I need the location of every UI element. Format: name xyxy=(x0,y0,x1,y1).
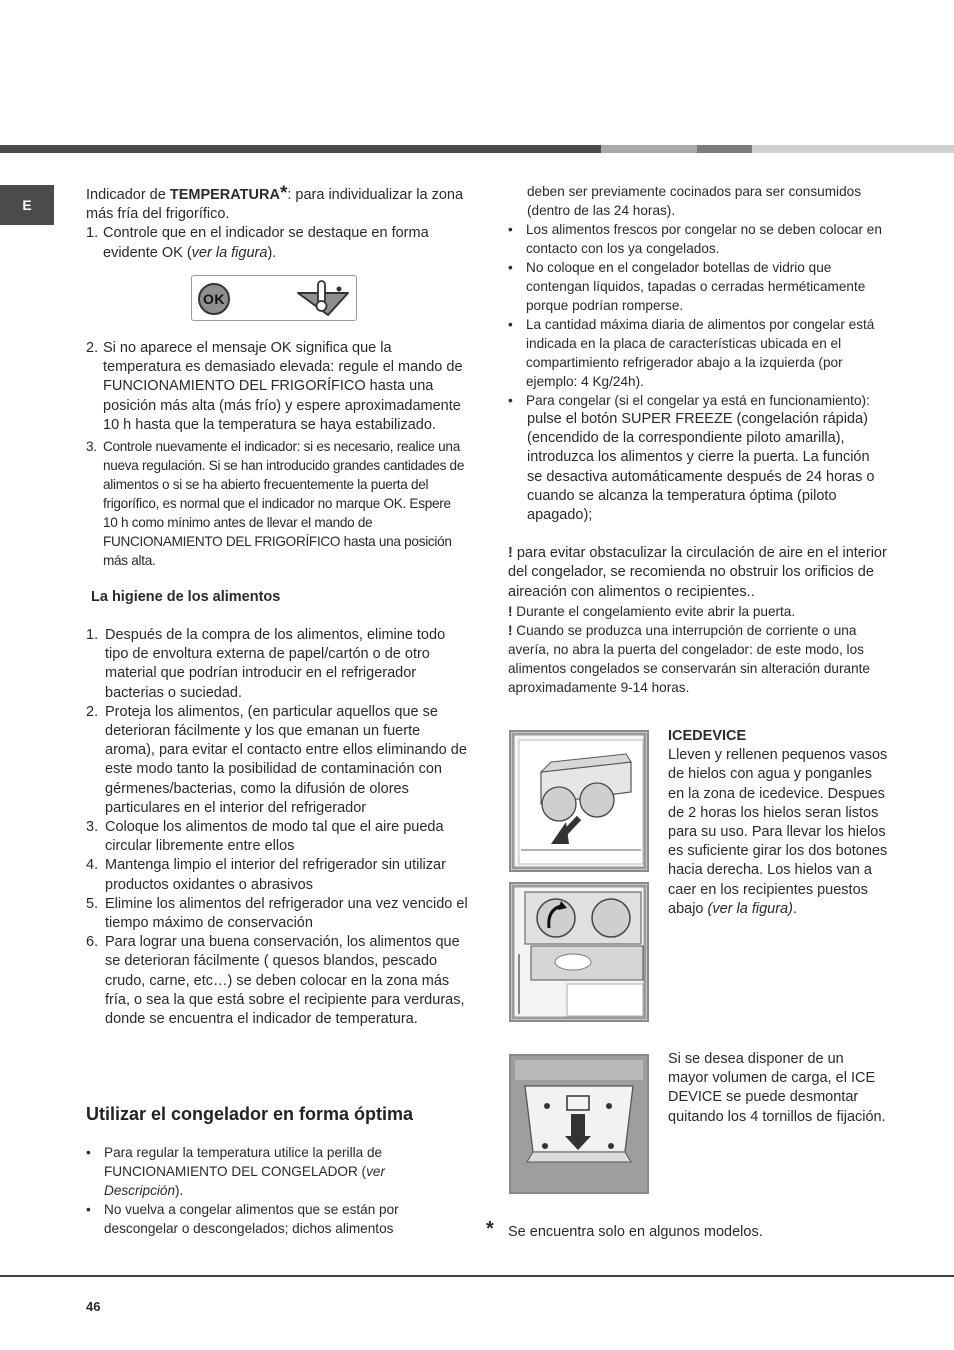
warnings xyxy=(508,544,888,697)
icedevice-figure-2 xyxy=(509,882,649,1022)
bullet1-end: ). xyxy=(175,1183,184,1198)
footer-rule xyxy=(0,1275,954,1277)
left-column xyxy=(86,184,468,263)
icedevice-knobs-illustration xyxy=(511,884,647,1020)
bullet1-text: Para regular la temperatura utilice la perilla de FUNCIONAMIENTO DEL CONGELADOR ( xyxy=(104,1145,383,1179)
thermometer-icon xyxy=(292,279,352,319)
item-number: 1. xyxy=(86,627,99,644)
warning-text: para evitar obstaculizar la circulación de aire en el interior del congelador, se recomienda no obstruir los orificios de aireación con alimentos o recipientes.. xyxy=(508,545,887,600)
bullet-text xyxy=(104,1143,436,1200)
step-text xyxy=(103,224,468,262)
bullet-dot: • xyxy=(86,1202,91,1217)
bullet-text: No vuelva a congelar alimentos que se están por descongelar o descongelados; dichos alimentos xyxy=(104,1202,399,1236)
warning-text: Cuando se produzca una interrupción de corriente o una avería, no abra la puerta del congelador: de este modo, los alimentos congelados se conservarán sin alteración durante aproximadamente 9-14 horas. xyxy=(508,622,870,695)
bullet-dot: • xyxy=(508,222,513,237)
header-bar-light xyxy=(752,145,954,153)
page-number: 46 xyxy=(86,1299,101,1314)
bullet-text: Para congelar (si el congelar ya está en funcionamiento): xyxy=(526,393,870,408)
temp-step-3 xyxy=(86,437,468,570)
temp-step-2 xyxy=(86,339,468,435)
bullet-dot: • xyxy=(508,260,513,275)
item-number: 5. xyxy=(86,895,99,912)
ok-text: OK xyxy=(203,291,225,307)
temp-label-rest: : para individualizar la zona más fría del frigorífico. xyxy=(86,187,464,223)
temp-star: * xyxy=(279,183,288,204)
freezer-heading: Utilizar el congelador en forma óptima xyxy=(86,1104,414,1124)
icedevice-figure-1 xyxy=(509,730,649,872)
header-bar-mid xyxy=(601,145,697,153)
item-text: Coloque los alimentos de modo tal que el aire pueda circular libremente entre ellos xyxy=(105,819,444,855)
bullet-item xyxy=(508,391,888,410)
icedevice-remove-text: Si se desea disponer de un mayor volumen de carga, el ICE DEVICE se puede desmontar quitando los 4 tornillos de fijación. xyxy=(668,1051,886,1125)
item-text: Después de la compra de los alimentos, elimine todo tipo de envoltura externa de papel/cartón o de otro material que podrían introducir en el refrigerador bacterias o suciedad. xyxy=(105,627,446,701)
freezer-section xyxy=(86,1104,436,1238)
language-tab xyxy=(0,185,54,225)
freezer-bullets xyxy=(86,1143,436,1238)
warning-mark: ! xyxy=(508,622,513,638)
temp-label-prefix: Indicador de xyxy=(86,187,170,203)
icedevice-screws-illustration xyxy=(511,1056,647,1192)
left-column-continued xyxy=(86,339,468,1029)
warning-3 xyxy=(508,621,888,697)
bullet-dot: • xyxy=(508,393,513,408)
step-number: 3. xyxy=(86,439,97,455)
bullet1-italic: ver Descripción xyxy=(104,1164,385,1198)
list-item xyxy=(86,856,468,894)
item-text: Para lograr una buena conservación, los alimentos que se deterioran fácilmente ( quesos blandos, pescado crudo, carne, etc…) se deben colocar en la zona más fría, o sea la que está sobre el recipiente para verduras, donde se encuentra el indicador de temperatura. xyxy=(105,934,465,1028)
ok-indicator-figure xyxy=(191,275,357,321)
step1-text: Controle que en el indicador se destaque en forma evidente OK ( xyxy=(103,225,429,261)
icedevice-body: Lleven y rellenen pequenos vasos de hielos con agua y ponganles en la zona de icedevice. Despues de 2 horas los hielos seran listos para su uso. Para llevar los hielos es suficiente girar los dos botones hacia derecha. Los hielos van a caer en los recipientes puestos abajo xyxy=(668,747,888,917)
right-column xyxy=(508,182,888,697)
item-number: 4. xyxy=(86,857,99,874)
bullet-dot: • xyxy=(86,1145,91,1160)
header-bar-dark xyxy=(0,145,601,153)
bullet-text: Los alimentos frescos por congelar no se deben colocar en contacto con los ya congelados. xyxy=(526,222,882,256)
item-text: Proteja los alimentos, (en particular aquellos que se deterioran fácilmente y los que emanan un fuerte aroma), para evitar el contacto entre ellos eliminando de este modo tanto la posibilidad de contaminación con gérmenes/bacterias, como la difusión de olores particulares en el interior del refrigerador xyxy=(105,703,467,816)
icedevice-italic: (ver la figura) xyxy=(707,900,793,917)
item-text: Mantenga limpio el interior del refrigerador sin utilizar productos oxidantes o abrasivos xyxy=(105,857,446,893)
step-text: Si no aparece el mensaje OK significa que la temperatura es demasiado elevada: regule el mando de FUNCIONAMIENTO DEL FRIGORÍFICO hasta una posición más alta (más frío) y espere aproximadamente 10 h hasta que la temperatura se haya estabilizado. xyxy=(103,340,463,433)
super-freeze-text: pulse el botón SUPER FREEZE (congelación rápida) (encendido de la correspondiente piloto amarilla), introduzca los alimentos y cierre la puerta. La función se desactiva automáticamente después de 24 horas o cuando se alcanza la temperatura óptima (piloto apagado); xyxy=(527,411,875,524)
header-bar-grey xyxy=(697,145,752,153)
icedevice-text xyxy=(668,746,888,919)
bullet-item xyxy=(86,1200,436,1238)
warning-text: Durante el congelamiento evite abrir la puerta. xyxy=(512,603,796,619)
warning-1 xyxy=(508,544,888,602)
list-item xyxy=(86,933,468,1029)
step-number: 2. xyxy=(86,340,99,356)
icedevice-remove-section xyxy=(668,1050,888,1127)
item-number: 6. xyxy=(86,934,99,951)
footnote-star: * xyxy=(486,1218,494,1240)
item-text: Elimine los alimentos del refrigerador una vez vencido el tiempo máximo de conservación xyxy=(105,895,468,932)
hygiene-list xyxy=(86,626,468,1029)
language-tab-label: E xyxy=(22,197,32,213)
hygiene-heading: La higiene de los alimentos xyxy=(91,589,281,606)
ok-badge xyxy=(198,283,230,315)
list-item xyxy=(86,895,468,933)
item-number: 3. xyxy=(86,819,99,836)
icedevice-end: . xyxy=(792,900,797,917)
warning-2 xyxy=(508,602,888,621)
step-text: Controle nuevamente el indicador: si es necesario, realice una nueva regulación. Si se han introducido grandes cantidades de alimentos o si se ha abierto frecuentemente la puerta del frigorífico, es normal que el indicador no marque OK. Espere 10 h como mínimo antes de llevar el mando de FUNCIONAMIENTO DEL FRIGORÍFICO hasta una posición más alta. xyxy=(103,439,465,569)
bullet-item xyxy=(86,1143,436,1200)
list-item xyxy=(86,703,468,818)
step-number: 1. xyxy=(86,225,99,242)
continued-text: deben ser previamente cocinados para ser consumidos (dentro de las 24 horas). xyxy=(527,184,861,218)
list-item xyxy=(86,818,468,856)
temp-step-1 xyxy=(86,224,468,262)
temperature-indicator-intro xyxy=(86,184,468,224)
icedevice-heading: ICEDEVICE xyxy=(668,728,747,744)
warning-mark: ! xyxy=(508,545,513,562)
bullet-text: No coloque en el congelador botellas de vidrio que contengan líquidos, tapadas o cerradas herméticamente porque podrían romperse. xyxy=(526,260,866,313)
list-item xyxy=(86,626,468,703)
icedevice-section xyxy=(668,727,888,919)
bullet-text: La cantidad máxima diaria de alimentos por congelar está indicada en la placa de características ubicada en el compartimiento refrigerador abajo a la izquierda (por ejemplo: 4 Kg/24h). xyxy=(526,317,875,389)
item-number: 2. xyxy=(86,703,99,720)
icedevice-figure-3 xyxy=(509,1054,649,1194)
bullet-dot: • xyxy=(508,317,513,332)
footnote-text: Se encuentra solo en algunos modelos. xyxy=(508,1224,763,1240)
bullet-item xyxy=(508,315,888,391)
warning-mark: ! xyxy=(508,603,513,619)
bullet-item xyxy=(508,220,888,258)
bullet-item xyxy=(508,258,888,315)
step1-italic: ver la figura xyxy=(191,244,268,261)
step1-end: ). xyxy=(267,244,277,261)
temp-label-bold: TEMPERATURA xyxy=(169,187,280,203)
icedevice-remove-illustration xyxy=(511,732,647,870)
